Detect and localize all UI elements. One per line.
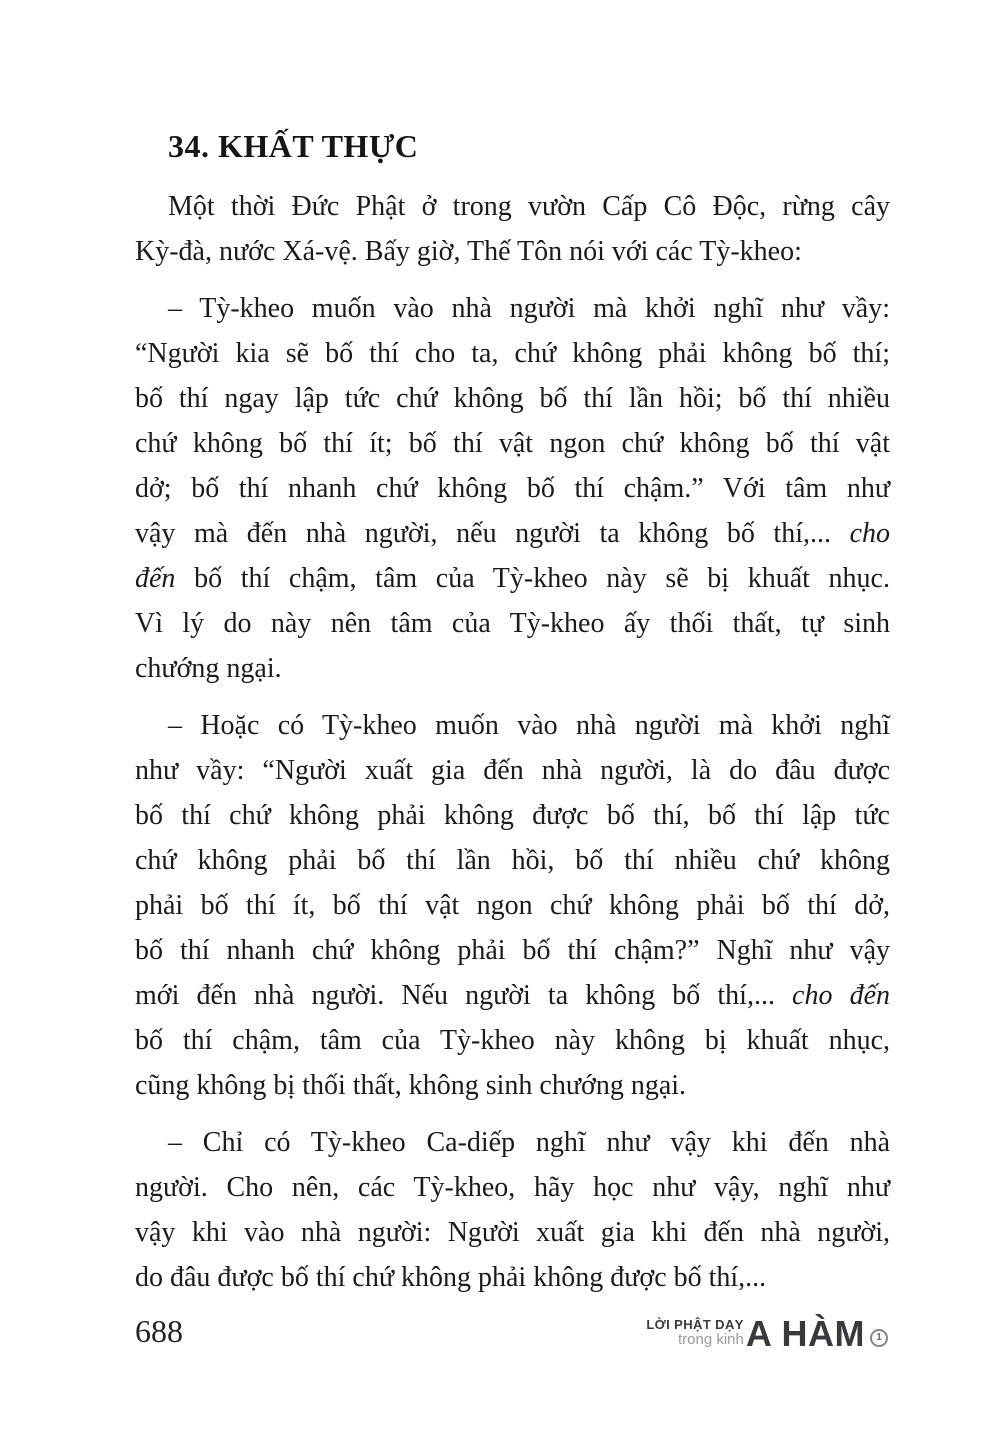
- text-segment: bố thí chậm, tâm của Tỳ-kheo này sẽ bị khuất nhục.: [175, 563, 890, 594]
- text-line: [135, 928, 890, 973]
- text-line: [135, 466, 890, 511]
- text-line: [135, 511, 890, 556]
- text-segment: chứ không bố thí ít; bố thí vật ngon chứ không bố thí vật: [135, 428, 890, 459]
- text-segment: – Hoặc có Tỳ-kheo muốn vào nhà người mà khởi nghĩ: [168, 710, 890, 741]
- text-segment: Vì lý do này nên tâm của Tỳ-kheo ấy thối thất, tự sinh: [135, 608, 890, 639]
- text-line: [135, 1255, 890, 1300]
- text-line: [135, 973, 890, 1018]
- text-line: [135, 1063, 890, 1108]
- text-segment: “Người kia sẽ bố thí cho ta, chứ không phải không bố thí;: [135, 338, 890, 369]
- text-line: [135, 184, 890, 229]
- text-line: [135, 748, 890, 793]
- text-line: [135, 421, 890, 466]
- text-segment: dở; bố thí nhanh chứ không bố thí chậm.” Với tâm như: [135, 473, 890, 504]
- text-line: [135, 556, 890, 601]
- logo-sub-line: trong kinh: [677, 1331, 744, 1348]
- text-line: [135, 286, 890, 331]
- text-segment: như vầy: “Người xuất gia đến nhà người, là do đâu được: [135, 755, 890, 786]
- text-line: [135, 883, 890, 928]
- publisher-logo: [646, 1313, 888, 1354]
- page-number: 688: [135, 1313, 183, 1349]
- text-line: [135, 376, 890, 421]
- italic-text-segment: đến: [135, 563, 176, 594]
- text-segment: do đâu được bố thí chứ không phải không được bố thí,...: [135, 1262, 767, 1293]
- text-segment: chướng ngại.: [135, 653, 282, 684]
- text-segment: Một thời Đức Phật ở trong vườn Cấp Cô Độc, rừng cây: [168, 191, 890, 222]
- text-segment: vậy khi vào nhà người: Người xuất gia khi đến nhà người,: [135, 1217, 890, 1248]
- text-segment: bố thí nhanh chứ không phải bố thí chậm?” Nghĩ như vậy: [135, 935, 890, 966]
- text-segment: mới đến nhà người. Nếu người ta không bố thí,...: [135, 980, 793, 1011]
- paragraph: [135, 184, 890, 274]
- logo-top-line: LỜI PHẬT DẠY: [646, 1317, 744, 1332]
- logo-main-title: A HÀM: [745, 1313, 865, 1354]
- circled-one-icon: 1: [870, 1329, 888, 1347]
- text-line: [135, 1018, 890, 1063]
- text-line: [135, 601, 890, 646]
- text-segment: bố thí chứ không phải không được bố thí, bố thí lập tức: [135, 800, 890, 831]
- text-line: [135, 331, 890, 376]
- text-segment: phải bố thí ít, bố thí vật ngon chứ không phải bố thí dở,: [135, 890, 890, 921]
- page-content: [135, 124, 890, 1312]
- text-line: [135, 793, 890, 838]
- text-segment: – Tỳ-kheo muốn vào nhà người mà khởi nghĩ như vầy:: [168, 293, 890, 324]
- paragraph: [135, 286, 890, 691]
- text-segment: chứ không phải bố thí lần hồi, bố thí nhiều chứ không: [135, 845, 890, 876]
- text-segment: Kỳ-đà, nước Xá-vệ. Bấy giờ, Thế Tôn nói với các Tỳ-kheo:: [135, 236, 802, 267]
- text-line: [135, 703, 890, 748]
- text-line: [135, 838, 890, 883]
- text-segment: cũng không bị thối thất, không sinh chướng ngại.: [135, 1070, 687, 1101]
- text-line: [135, 1120, 890, 1165]
- paragraph: [135, 1120, 890, 1300]
- text-segment: vậy mà đến nhà người, nếu người ta không bố thí,...: [135, 518, 850, 549]
- text-line: [135, 1210, 890, 1255]
- logo-text-block: [646, 1318, 744, 1349]
- page-footer: [135, 1313, 888, 1354]
- paragraph: [135, 703, 890, 1108]
- text-segment: bố thí ngay lập tức chứ không bố thí lần hồi; bố thí nhiều: [135, 383, 890, 414]
- text-segment: bố thí chậm, tâm của Tỳ-kheo này không bị khuất nhục,: [135, 1025, 890, 1056]
- text-segment: người. Cho nên, các Tỳ-kheo, hãy học như vậy, nghĩ như: [135, 1172, 890, 1203]
- italic-text-segment: cho: [849, 518, 890, 549]
- text-line: [135, 1165, 890, 1210]
- section-title: 34. KHẤT THỰC: [168, 128, 419, 164]
- italic-text-segment: cho đến: [792, 980, 890, 1011]
- body-text: [135, 184, 890, 1300]
- text-segment: – Chỉ có Tỳ-kheo Ca-diếp nghĩ như vậy khi đến nhà: [168, 1127, 890, 1158]
- text-line: [135, 646, 890, 691]
- text-line: [135, 229, 890, 274]
